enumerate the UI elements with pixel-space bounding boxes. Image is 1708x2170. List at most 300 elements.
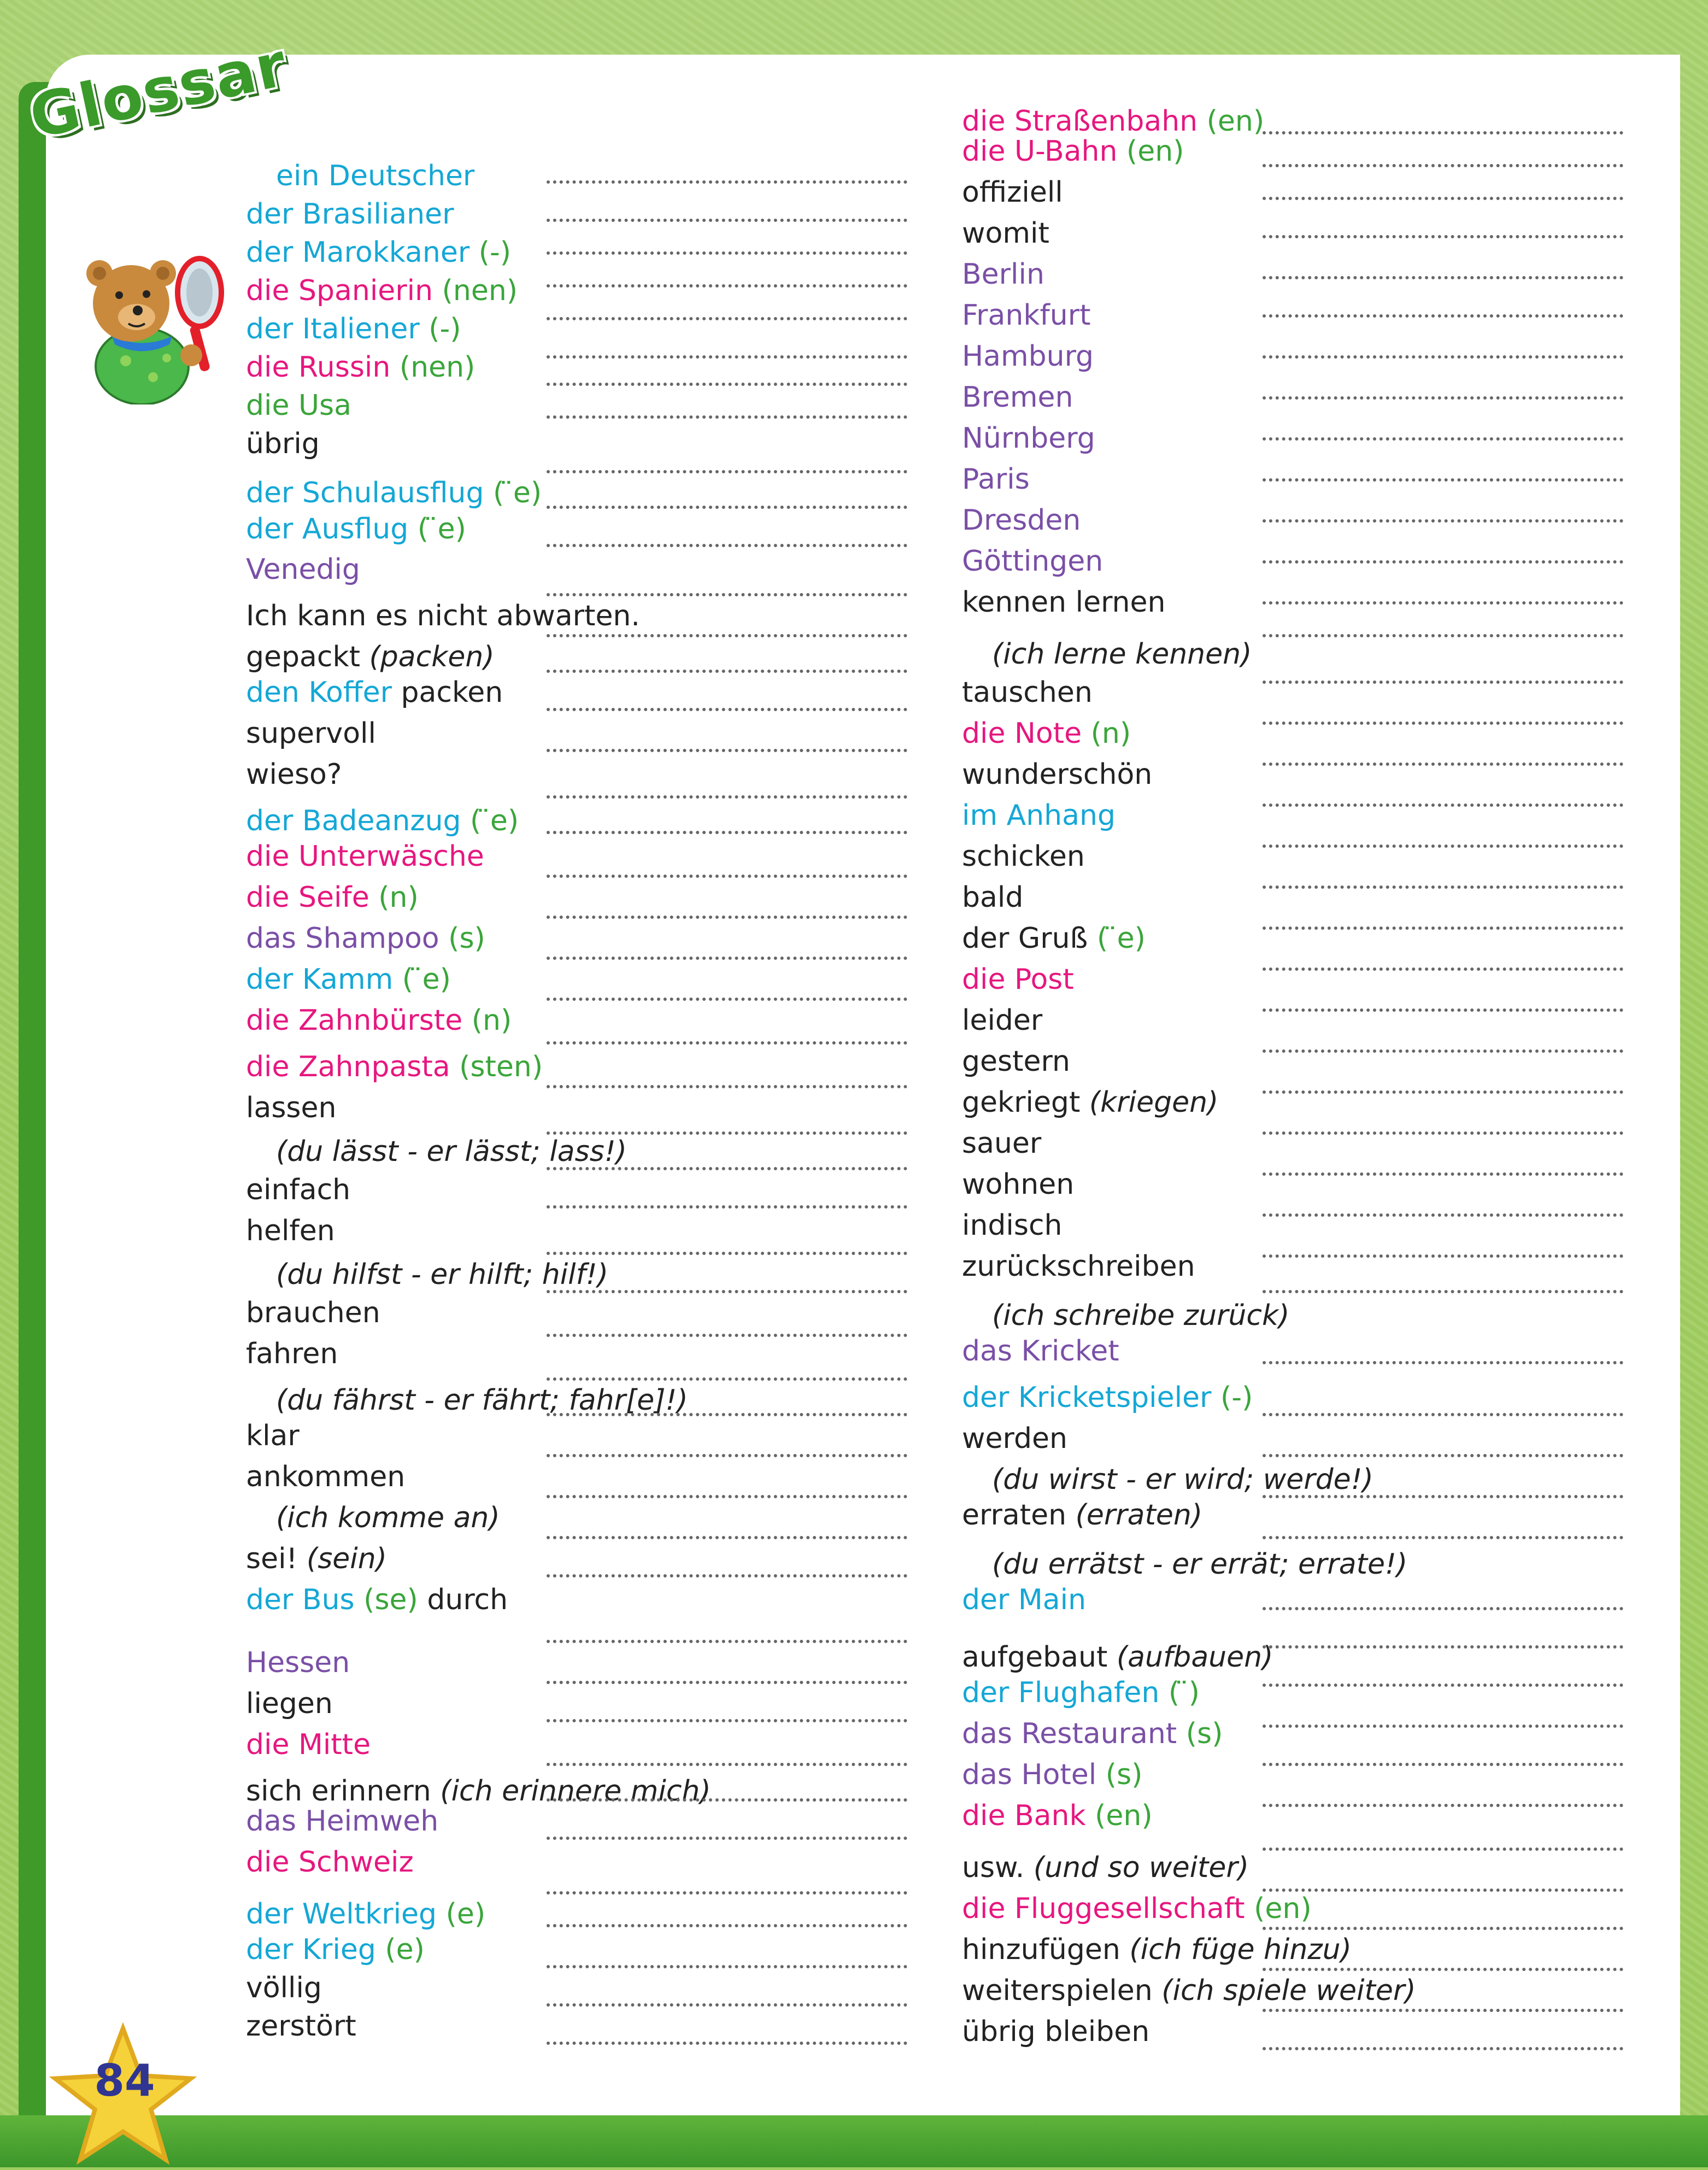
answer-line[interactable] xyxy=(1263,235,1623,238)
glossary-term: Göttingen xyxy=(962,545,1104,578)
grammar-note: (sein) xyxy=(306,1543,387,1575)
left-entry xyxy=(276,1258,608,1291)
answer-line[interactable] xyxy=(1263,2047,1623,2050)
plural-ending: (n) xyxy=(369,881,419,914)
answer-line[interactable] xyxy=(1263,1172,1623,1176)
glossary-term: die Russin xyxy=(246,351,391,384)
left-entry xyxy=(246,676,503,709)
answer-line[interactable] xyxy=(547,284,907,288)
plural-ending: (en) xyxy=(1117,135,1184,168)
answer-line[interactable] xyxy=(547,470,907,473)
grammar-note: (ich schreibe zurück) xyxy=(992,1299,1290,1332)
plural-ending: ( ̈e) xyxy=(461,805,519,837)
right-entry xyxy=(962,799,1116,832)
left-entry xyxy=(246,1092,336,1124)
plural-ending: (s) xyxy=(1096,1758,1143,1791)
glossary-term: durch xyxy=(418,1583,508,1616)
left-entry xyxy=(246,1461,405,1493)
answer-line[interactable] xyxy=(547,180,907,184)
glossary-term: usw. xyxy=(962,1851,1034,1884)
answer-line[interactable] xyxy=(547,251,907,255)
left-entry xyxy=(246,477,542,509)
answer-line[interactable] xyxy=(547,1290,907,1293)
answer-line[interactable] xyxy=(547,1763,907,1766)
right-entry xyxy=(962,176,1063,209)
answer-line[interactable] xyxy=(1263,681,1623,684)
answer-line[interactable] xyxy=(1263,634,1623,637)
glossary-term: die Bank xyxy=(962,1799,1086,1832)
answer-line[interactable] xyxy=(1263,164,1623,167)
right-entry xyxy=(962,2015,1149,2048)
glossary-term: leider xyxy=(962,1004,1043,1037)
plural-ending: die Usa xyxy=(246,389,351,422)
right-entry xyxy=(962,217,1049,250)
glossary-term: weiterspielen xyxy=(962,1974,1162,2007)
answer-line[interactable] xyxy=(1263,396,1623,400)
answer-line[interactable] xyxy=(547,415,907,419)
glossary-term: wohnen xyxy=(962,1168,1075,1201)
answer-line[interactable] xyxy=(1263,519,1623,523)
answer-line[interactable] xyxy=(547,219,907,222)
answer-line[interactable] xyxy=(1263,1684,1623,1687)
answer-line[interactable] xyxy=(1263,1927,1623,1930)
left-entry xyxy=(246,1004,512,1037)
left-entry xyxy=(246,805,519,837)
plural-ending: (-) xyxy=(469,236,512,269)
glossary-term: brauchen xyxy=(246,1297,380,1329)
glossary-term: packen xyxy=(392,676,503,709)
glossary-term: der Ausflug xyxy=(246,513,409,546)
glossary-term: gepackt xyxy=(246,641,369,673)
left-entry xyxy=(246,1215,335,1247)
grammar-note: (und so weiter) xyxy=(1033,1851,1249,1884)
plural-ending: (en) xyxy=(1085,1799,1153,1832)
glossary-term: das Heimweh xyxy=(246,1805,439,1838)
glossary-term: die Mitte xyxy=(246,1728,371,1761)
answer-line[interactable] xyxy=(1263,1213,1623,1217)
right-entry xyxy=(962,1933,1352,1966)
answer-line[interactable] xyxy=(547,1252,907,1255)
answer-line[interactable] xyxy=(547,795,907,799)
grammar-note: (erraten) xyxy=(1075,1499,1203,1532)
glossary-term: Hamburg xyxy=(962,340,1094,373)
left-entry xyxy=(246,840,484,873)
plural-ending: (nen) xyxy=(433,274,518,307)
plural-ending: (-) xyxy=(1211,1381,1253,1414)
glossary-term: fahren xyxy=(246,1338,338,1370)
left-entry xyxy=(246,1338,338,1370)
answer-line[interactable] xyxy=(1263,1725,1623,1728)
glossary-term: das Restaurant xyxy=(962,1717,1177,1750)
answer-line[interactable] xyxy=(1263,885,1623,889)
left-entry xyxy=(246,1297,380,1329)
left-entry xyxy=(246,351,475,384)
answer-line[interactable] xyxy=(547,1131,907,1135)
answer-line[interactable] xyxy=(1263,1361,1623,1364)
answer-line[interactable] xyxy=(547,708,907,711)
left-entry xyxy=(246,1898,485,1931)
answer-line[interactable] xyxy=(547,1719,907,1722)
grammar-note: (ich erinnere mich) xyxy=(440,1775,711,1808)
right-entry xyxy=(962,717,1131,750)
right-entry xyxy=(962,1004,1042,1037)
glossary-term: erraten xyxy=(962,1499,1076,1532)
answer-line[interactable] xyxy=(547,1041,907,1045)
answer-line[interactable] xyxy=(1263,276,1623,279)
glossary-term: die Unterwäsche xyxy=(246,840,484,873)
glossary-term: Paris xyxy=(962,463,1030,496)
answer-line[interactable] xyxy=(547,355,907,359)
grammar-note: (du wirst - er wird; werde!) xyxy=(992,1463,1374,1496)
right-entry xyxy=(962,105,1264,138)
glossary-term: wunderschön xyxy=(962,758,1153,791)
glossary-term: das Kricket xyxy=(962,1335,1119,1368)
grammar-note: (aufbauen) xyxy=(1116,1641,1273,1674)
plural-ending: (sten) xyxy=(450,1051,543,1083)
left-entry xyxy=(246,427,320,460)
glossary-term: der Krieg xyxy=(246,1933,376,1966)
right-entry xyxy=(962,504,1081,537)
answer-line[interactable] xyxy=(1263,1454,1623,1457)
answer-line[interactable] xyxy=(547,1205,907,1209)
left-entry xyxy=(246,274,518,307)
right-entry xyxy=(962,381,1073,414)
grammar-note: (du errätst - er errät; errate!) xyxy=(992,1548,1408,1581)
right-entry xyxy=(962,1168,1074,1201)
grammar-note: (ich füge hinzu) xyxy=(1129,1933,1352,1966)
left-entry xyxy=(276,160,474,192)
answer-line[interactable] xyxy=(1263,1290,1623,1293)
left-entry xyxy=(246,641,495,673)
page-title: Glossar xyxy=(24,29,294,152)
answer-line[interactable] xyxy=(1263,722,1623,725)
answer-line[interactable] xyxy=(547,1536,907,1539)
grammar-note: (ich spiele weiter) xyxy=(1161,1974,1416,2007)
answer-line[interactable] xyxy=(547,998,907,1001)
glossary-term: die Fluggesellschaft xyxy=(962,1892,1245,1925)
plural-ending: ( ̈e) xyxy=(393,963,451,996)
bottom-band xyxy=(0,2115,1708,2167)
answer-line[interactable] xyxy=(547,1167,907,1170)
answer-line[interactable] xyxy=(1263,1008,1623,1012)
plural-ending: (se) xyxy=(354,1583,418,1616)
plural-ending: (-) xyxy=(419,313,461,345)
plural-ending: (s) xyxy=(439,922,485,955)
glossary-term: übrig xyxy=(246,427,320,460)
right-entry xyxy=(992,1548,1407,1581)
glossary-term: zurückschreiben xyxy=(962,1250,1195,1283)
grammar-note: (ich komme an) xyxy=(276,1502,500,1534)
glossary-term: aufgebaut xyxy=(962,1641,1117,1674)
left-entry xyxy=(246,717,376,750)
answer-line[interactable] xyxy=(1263,926,1623,930)
right-entry xyxy=(962,299,1090,332)
right-entry xyxy=(962,1583,1086,1616)
answer-line[interactable] xyxy=(547,317,907,320)
answer-line[interactable] xyxy=(1263,1495,1623,1498)
answer-line[interactable] xyxy=(547,957,907,960)
glossary-term: der Italiener xyxy=(246,313,420,345)
glossary-term: ankommen xyxy=(246,1461,406,1493)
right-entry xyxy=(962,422,1095,455)
answer-line[interactable] xyxy=(1263,560,1623,564)
left-entry xyxy=(246,553,360,586)
left-entry xyxy=(246,600,640,632)
glossary-term: der Gruß xyxy=(962,922,1088,955)
glossary-term: der Brasilianer xyxy=(246,198,454,231)
right-entry xyxy=(962,1676,1200,1709)
glossary-term: übrig bleiben xyxy=(962,2015,1150,2048)
left-entry xyxy=(246,1972,322,2004)
right-entry xyxy=(962,340,1094,373)
left-entry xyxy=(246,1805,438,1838)
left-entry xyxy=(246,513,466,546)
answer-line[interactable] xyxy=(1263,1763,1623,1766)
glossary-term: Frankfurt xyxy=(962,299,1091,332)
plural-ending: (e) xyxy=(437,1898,486,1931)
glossary-term: bald xyxy=(962,881,1024,914)
right-entry xyxy=(962,840,1085,873)
page-number: 84 xyxy=(94,2055,155,2106)
answer-line[interactable] xyxy=(547,916,907,919)
glossary-term: der Badeanzug xyxy=(246,805,461,837)
answer-line[interactable] xyxy=(547,593,907,596)
glossary-term: indisch xyxy=(962,1209,1063,1242)
right-entry xyxy=(992,1299,1289,1332)
answer-line[interactable] xyxy=(1263,314,1623,318)
right-entry xyxy=(962,1799,1153,1832)
plural-ending: (en) xyxy=(1198,105,1265,138)
answer-line[interactable] xyxy=(1263,967,1623,971)
grammar-note: (du fährst - er fährt; fahr[e]!) xyxy=(276,1384,688,1417)
left-entry xyxy=(246,2010,356,2043)
glossary-term: die Note xyxy=(962,717,1082,750)
answer-line[interactable] xyxy=(1263,131,1623,134)
left-entry xyxy=(246,1728,371,1761)
glossary-term: hinzufügen xyxy=(962,1933,1130,1966)
answer-line[interactable] xyxy=(547,2042,907,2045)
glossary-term: sich erinnern xyxy=(246,1775,441,1808)
right-entry xyxy=(962,463,1030,496)
answer-line[interactable] xyxy=(547,1413,907,1416)
plural-ending: ( ̈e) xyxy=(484,477,542,509)
answer-line[interactable] xyxy=(547,1837,907,1840)
glossary-term: der Weltkrieg xyxy=(246,1898,437,1931)
answer-line[interactable] xyxy=(1263,478,1623,482)
right-entry xyxy=(962,1381,1253,1414)
left-entry xyxy=(246,236,511,269)
glossary-term: Bremen xyxy=(962,381,1073,414)
plural-ending: (nen) xyxy=(390,351,476,384)
grammar-note: (packen) xyxy=(369,641,495,673)
answer-line[interactable] xyxy=(1263,1536,1623,1539)
right-entry xyxy=(992,1463,1374,1496)
plural-ending: (n) xyxy=(1082,717,1131,750)
answer-line[interactable] xyxy=(547,875,907,878)
answer-line[interactable] xyxy=(547,1681,907,1684)
right-entry xyxy=(962,258,1044,291)
answer-line[interactable] xyxy=(547,1891,907,1895)
glossary-term: die Schweiz xyxy=(246,1846,414,1879)
answer-line[interactable] xyxy=(1263,1049,1623,1053)
glossary-term: zerstört xyxy=(246,2010,356,2043)
glossary-term: Dresden xyxy=(962,504,1081,537)
glossary-term: gestern xyxy=(962,1045,1070,1078)
answer-line[interactable] xyxy=(1263,1254,1623,1258)
left-entry xyxy=(246,1420,300,1452)
glossary-term: der Marokkaner xyxy=(246,236,470,269)
answer-line[interactable] xyxy=(1263,601,1623,605)
left-entry xyxy=(246,1174,350,1206)
glossary-term: womit xyxy=(962,217,1049,250)
answer-line[interactable] xyxy=(1263,1804,1623,1807)
answer-line[interactable] xyxy=(547,1334,907,1337)
answer-line[interactable] xyxy=(1263,355,1623,359)
glossary-term: einfach xyxy=(246,1174,351,1206)
answer-line[interactable] xyxy=(1263,1889,1623,1892)
glossary-term: Venedig xyxy=(246,553,360,586)
answer-line[interactable] xyxy=(547,2003,907,2007)
answer-line[interactable] xyxy=(547,1085,907,1088)
glossary-term: werden xyxy=(962,1422,1067,1455)
glossary-term: lassen xyxy=(246,1092,337,1124)
glossary-term: sei! xyxy=(246,1543,307,1575)
answer-line[interactable] xyxy=(547,1574,907,1577)
answer-line[interactable] xyxy=(1263,804,1623,807)
left-entry xyxy=(246,389,351,422)
plural-ending: ( ̈) xyxy=(1159,1676,1200,1709)
right-entry xyxy=(962,1422,1067,1455)
answer-line[interactable] xyxy=(1263,197,1623,200)
plural-ending: (s) xyxy=(1177,1717,1223,1750)
grammar-note: (du lässt - er lässt; lass!) xyxy=(276,1135,627,1168)
plural-ending: ( ̈e) xyxy=(408,513,466,546)
glossary-term: offiziell xyxy=(962,176,1063,209)
answer-line[interactable] xyxy=(547,831,907,834)
answer-line[interactable] xyxy=(1263,437,1623,441)
glossary-term: Berlin xyxy=(962,258,1044,291)
glossary-term: völlig xyxy=(246,1972,322,2004)
right-entry xyxy=(962,135,1184,168)
right-entry xyxy=(962,676,1093,709)
left-entry xyxy=(246,881,419,914)
left-entry xyxy=(246,1583,508,1616)
glossary-term: schicken xyxy=(962,840,1085,873)
plural-ending: (e) xyxy=(375,1933,425,1966)
answer-line[interactable] xyxy=(547,634,907,637)
answer-line[interactable] xyxy=(547,506,907,509)
grammar-note: (kriegen) xyxy=(1089,1086,1219,1119)
glossary-term: der Kamm xyxy=(246,963,394,996)
answer-line[interactable] xyxy=(1263,1131,1623,1135)
right-entry xyxy=(962,1335,1119,1368)
left-entry xyxy=(246,1646,350,1679)
right-entry xyxy=(962,1250,1195,1283)
bear-with-mirror-icon xyxy=(66,241,230,404)
left-entry xyxy=(246,758,342,791)
left-entry xyxy=(246,1846,414,1879)
plural-ending: (n) xyxy=(462,1004,512,1037)
answer-line[interactable] xyxy=(1263,763,1623,766)
left-entry xyxy=(246,1051,543,1083)
glossary-term: sauer xyxy=(962,1127,1042,1160)
glossary-term: helfen xyxy=(246,1215,335,1247)
glossary-term: die U-Bahn xyxy=(962,135,1118,168)
glossary-term: Nürnberg xyxy=(962,422,1095,455)
answer-line[interactable] xyxy=(1263,1645,1623,1649)
answer-line[interactable] xyxy=(547,1924,907,1927)
answer-line[interactable] xyxy=(547,544,907,547)
answer-line[interactable] xyxy=(547,383,907,386)
answer-line[interactable] xyxy=(1263,1607,1623,1610)
answer-line[interactable] xyxy=(547,1377,907,1381)
right-entry xyxy=(962,758,1152,791)
answer-line[interactable] xyxy=(547,670,907,673)
glossary-term: ein Deutscher xyxy=(276,160,475,192)
left-entry xyxy=(246,1775,711,1808)
plural-ending: (en) xyxy=(1245,1892,1312,1925)
answer-line[interactable] xyxy=(1263,1848,1623,1851)
answer-line[interactable] xyxy=(1263,844,1623,848)
right-entry xyxy=(962,922,1146,955)
right-entry xyxy=(962,1209,1063,1242)
answer-line[interactable] xyxy=(547,1798,907,1802)
glossary-term: klar xyxy=(246,1420,300,1452)
right-entry xyxy=(962,1641,1273,1674)
glossary-term: der Kricketspieler xyxy=(962,1381,1212,1414)
answer-line[interactable] xyxy=(1263,1090,1623,1094)
right-entry xyxy=(962,1892,1312,1925)
right-entry xyxy=(962,963,1074,996)
answer-line[interactable] xyxy=(547,1965,907,1968)
right-entry xyxy=(962,881,1023,914)
right-entry xyxy=(962,1127,1041,1160)
answer-line[interactable] xyxy=(1263,1413,1623,1416)
glossary-term: Ich kann es nicht abwarten. xyxy=(246,600,640,632)
glossary-term: der Main xyxy=(962,1583,1087,1616)
right-entry xyxy=(992,638,1252,671)
glossary-term: die Post xyxy=(962,963,1074,996)
plural-ending: ( ̈e) xyxy=(1088,922,1146,955)
left-entry xyxy=(276,1135,627,1168)
glossary-term: das Shampoo xyxy=(246,922,439,955)
left-entry xyxy=(276,1384,688,1417)
glossary-term: die Spanierin xyxy=(246,274,433,307)
answer-line[interactable] xyxy=(547,749,907,752)
glossary-term: im Anhang xyxy=(962,799,1116,832)
left-entry xyxy=(246,1933,425,1966)
answer-line[interactable] xyxy=(547,1495,907,1498)
glossary-term: der Flughafen xyxy=(962,1676,1160,1709)
answer-line[interactable] xyxy=(547,1640,907,1643)
glossary-term: der Bus xyxy=(246,1583,355,1616)
left-entry xyxy=(246,963,451,996)
left-entry xyxy=(246,1543,387,1575)
glossary-term: den Koffer xyxy=(246,676,392,709)
right-entry xyxy=(962,1045,1070,1078)
glossary-term: wieso? xyxy=(246,758,342,791)
answer-line[interactable] xyxy=(1263,1968,1623,1971)
glossary-term: die Seife xyxy=(246,881,369,914)
left-entry xyxy=(276,1502,500,1534)
answer-line[interactable] xyxy=(547,1454,907,1457)
left-entry xyxy=(246,922,485,955)
right-entry xyxy=(962,1717,1223,1750)
glossary-term: kennen lernen xyxy=(962,586,1166,619)
right-entry xyxy=(962,1974,1416,2007)
answer-line[interactable] xyxy=(1263,2009,1623,2012)
right-entry xyxy=(962,1499,1202,1532)
